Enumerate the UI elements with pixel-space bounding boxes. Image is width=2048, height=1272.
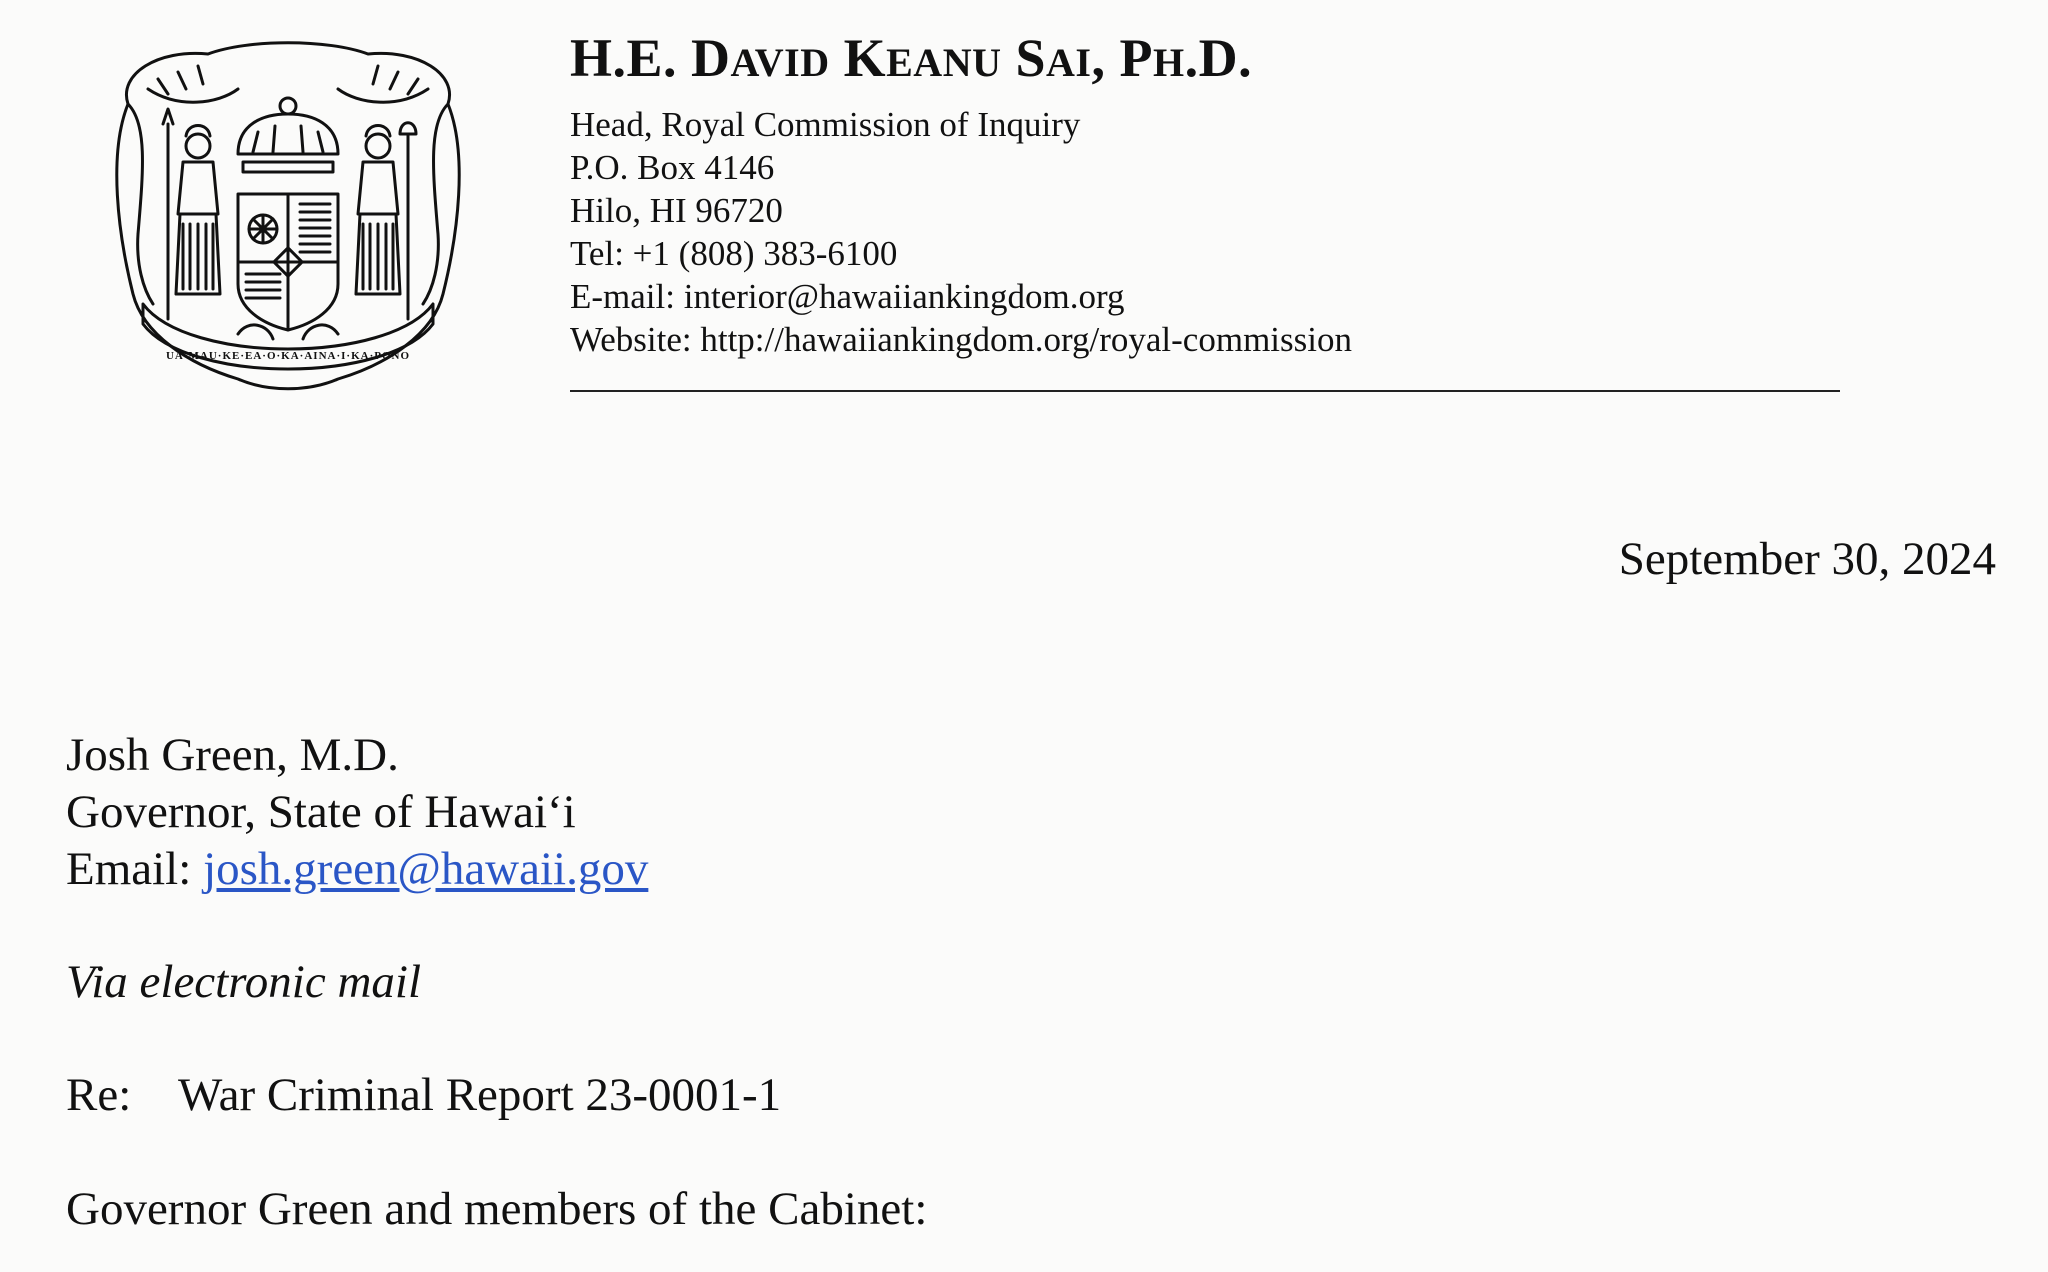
royal-coat-of-arms-seal: [88, 34, 488, 399]
sender-name-part: AVID: [730, 40, 830, 85]
sender-position: Head, Royal Commission of Inquiry: [570, 105, 1081, 144]
letterhead-details: [570, 103, 1870, 361]
recipient-block: [66, 727, 648, 898]
sender-name-part: EANU: [886, 40, 1002, 85]
subject-line: [66, 1066, 781, 1124]
sender-name-part: .D.: [1184, 28, 1253, 88]
subject-text: War Criminal Report 23-0001-1: [178, 1069, 782, 1121]
sender-name: [570, 24, 1870, 97]
sender-po-box: P.O. Box 4146: [570, 148, 775, 187]
sender-name-part: S: [1001, 28, 1047, 88]
recipient-email-link[interactable]: josh.green@hawaii.gov: [203, 843, 649, 895]
sender-name-part: , P: [1091, 28, 1153, 88]
sender-phone: Tel: +1 (808) 383-6100: [570, 234, 898, 273]
sender-city: Hilo, HI 96720: [570, 191, 783, 230]
recipient-email-row: [66, 841, 648, 898]
delivery-method: Via electronic mail: [66, 956, 422, 1008]
sender-email: E-mail: interior@hawaiiankingdom.org: [570, 277, 1125, 316]
sender-website: Website: http://hawaiiankingdom.org/royal-commission: [570, 320, 1352, 359]
subject-label: Re:: [66, 1069, 132, 1121]
letterhead: [570, 24, 1870, 361]
recipient-title: Governor, State of Hawai‘i: [66, 786, 576, 838]
sender-name-part: H.E. D: [570, 28, 731, 88]
recipient-name: Josh Green, M.D.: [66, 729, 399, 781]
svg-text:UA·MAU·KE·EA·O·KA·AINA·I·KA·PO: UA·MAU·KE·EA·O·KA·AINA·I·KA·PONO: [165, 350, 411, 362]
recipient-email-label: Email:: [66, 843, 204, 895]
sender-name-part: K: [829, 28, 887, 88]
letterhead-divider: [570, 390, 1840, 392]
salutation: Governor Green and members of the Cabinet:: [66, 1183, 928, 1235]
sender-name-part: H: [1152, 40, 1185, 85]
sender-name-part: AI: [1046, 40, 1092, 85]
letter-date: September 30, 2024: [1618, 533, 1996, 585]
